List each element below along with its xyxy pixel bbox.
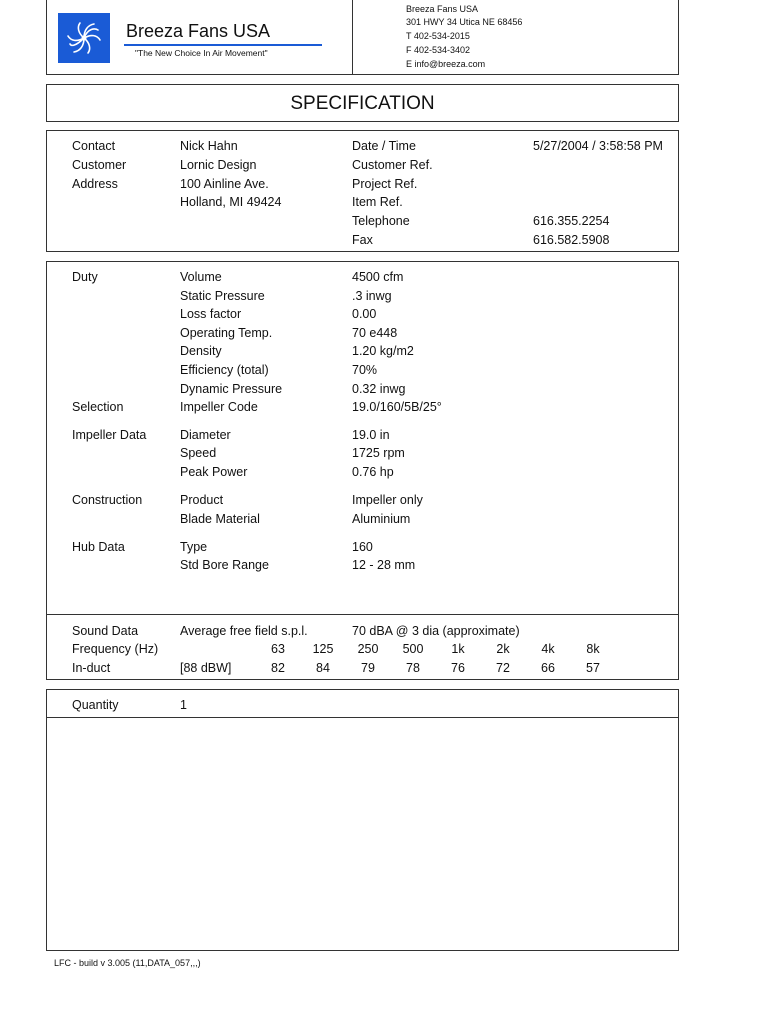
address-label: Address	[72, 177, 118, 191]
spl-value: 70 dBA @ 3 dia (approximate)	[352, 624, 520, 638]
company-tagline: "The New Choice In Air Movement"	[135, 48, 268, 58]
customer-label: Customer	[72, 158, 127, 172]
duty-key: Static Pressure	[180, 289, 265, 303]
selection-label: Selection	[72, 400, 124, 414]
frequency-value: 125	[312, 642, 334, 656]
duty-value: 0.00	[352, 307, 377, 321]
construction-value: Impeller only	[352, 493, 423, 507]
induct-label: In-duct	[72, 661, 111, 675]
selection-key: Impeller Code	[180, 400, 258, 414]
induct-dbw: [88 dBW]	[180, 661, 232, 675]
contact-value: Nick Hahn	[180, 139, 238, 153]
induct-value: 57	[586, 661, 600, 675]
induct-value: 82	[271, 661, 285, 675]
duty-value: 70%	[352, 363, 378, 377]
page-title: SPECIFICATION	[290, 93, 435, 114]
hub-key: Std Bore Range	[180, 558, 269, 572]
hub-value: 12 - 28 mm	[352, 558, 416, 572]
construction-label: Construction	[72, 493, 143, 507]
duty-value: 1.20 kg/m2	[352, 344, 414, 358]
duty-key: Dynamic Pressure	[180, 382, 283, 396]
duty-key: Operating Temp.	[180, 326, 273, 340]
impeller-label: Impeller Data	[72, 428, 147, 442]
address-phone: T 402-534-2015	[406, 31, 470, 41]
sound-label: Sound Data	[72, 624, 139, 638]
telephone-value: 616.355.2254	[533, 214, 610, 228]
customer-value: Lornic Design	[180, 158, 257, 172]
duty-value: .3 inwg	[352, 289, 392, 303]
customer-ref-label: Customer Ref.	[352, 158, 433, 172]
fax-value: 616.582.5908	[533, 233, 610, 247]
impeller-key: Diameter	[180, 428, 231, 442]
duty-value: 4500 cfm	[352, 270, 404, 284]
address-line: 301 HWY 34 Utica NE 68456	[406, 17, 523, 27]
hub-value: 160	[352, 540, 373, 554]
induct-value: 66	[541, 661, 555, 675]
impeller-value: 19.0 in	[352, 428, 390, 442]
duty-key: Volume	[180, 270, 222, 284]
induct-value: 84	[316, 661, 330, 675]
fax-label: Fax	[352, 233, 373, 247]
datetime-label: Date / Time	[352, 139, 416, 153]
duty-key: Loss factor	[180, 307, 242, 321]
address-value-1: 100 Ainline Ave.	[180, 177, 269, 191]
address-value-2: Holland, MI 49424	[180, 195, 282, 209]
impeller-value: 0.76 hp	[352, 465, 394, 479]
company-name: Breeza Fans USA	[126, 21, 271, 41]
construction-key: Blade Material	[180, 512, 260, 526]
duty-key: Efficiency (total)	[180, 363, 269, 377]
quantity-divider	[46, 717, 679, 718]
build-footer: LFC - build v 3.005 (11,DATA_057,,,)	[54, 958, 201, 968]
frequency-value: 63	[271, 642, 285, 656]
duty-key: Density	[180, 344, 222, 358]
induct-value: 76	[451, 661, 465, 675]
impeller-key: Speed	[180, 446, 217, 460]
address-fax: F 402-534-3402	[406, 45, 471, 55]
duty-label: Duty	[72, 270, 98, 284]
datetime-value: 5/27/2004 / 3:58:58 PM	[533, 139, 663, 153]
header-divider	[352, 0, 353, 75]
sound-divider	[46, 614, 679, 615]
item-ref-label: Item Ref.	[352, 195, 403, 209]
brand-underline	[124, 44, 322, 46]
impeller-value: 1725 rpm	[352, 446, 405, 460]
quantity-box	[46, 689, 679, 951]
duty-value: 0.32 inwg	[352, 382, 406, 396]
frequency-value: 500	[402, 642, 424, 656]
fan-swirl-icon	[58, 13, 110, 63]
spl-label: Average free field s.p.l.	[180, 624, 308, 638]
frequency-value: 250	[357, 642, 379, 656]
frequency-value: 4k	[541, 642, 555, 656]
telephone-label: Telephone	[352, 214, 410, 228]
frequency-value: 2k	[496, 642, 510, 656]
address-email: E info@breeza.com	[406, 59, 486, 69]
construction-value: Aluminium	[352, 512, 411, 526]
address-company: Breeza Fans USA	[406, 4, 479, 14]
hub-key: Type	[180, 540, 208, 554]
frequency-label: Frequency (Hz)	[72, 642, 159, 656]
induct-value: 78	[406, 661, 420, 675]
quantity-value: 1	[180, 698, 187, 712]
quantity-label: Quantity	[72, 698, 119, 712]
project-ref-label: Project Ref.	[352, 177, 418, 191]
duty-value: 70 e448	[352, 326, 398, 340]
induct-value: 72	[496, 661, 510, 675]
frequency-value: 1k	[451, 642, 465, 656]
impeller-key: Peak Power	[180, 465, 248, 479]
induct-value: 79	[361, 661, 375, 675]
construction-key: Product	[180, 493, 224, 507]
hub-label: Hub Data	[72, 540, 125, 554]
frequency-value: 8k	[586, 642, 600, 656]
selection-value: 19.0/160/5B/25°	[352, 400, 442, 414]
company-logo	[58, 13, 110, 63]
contact-label: Contact	[72, 139, 116, 153]
